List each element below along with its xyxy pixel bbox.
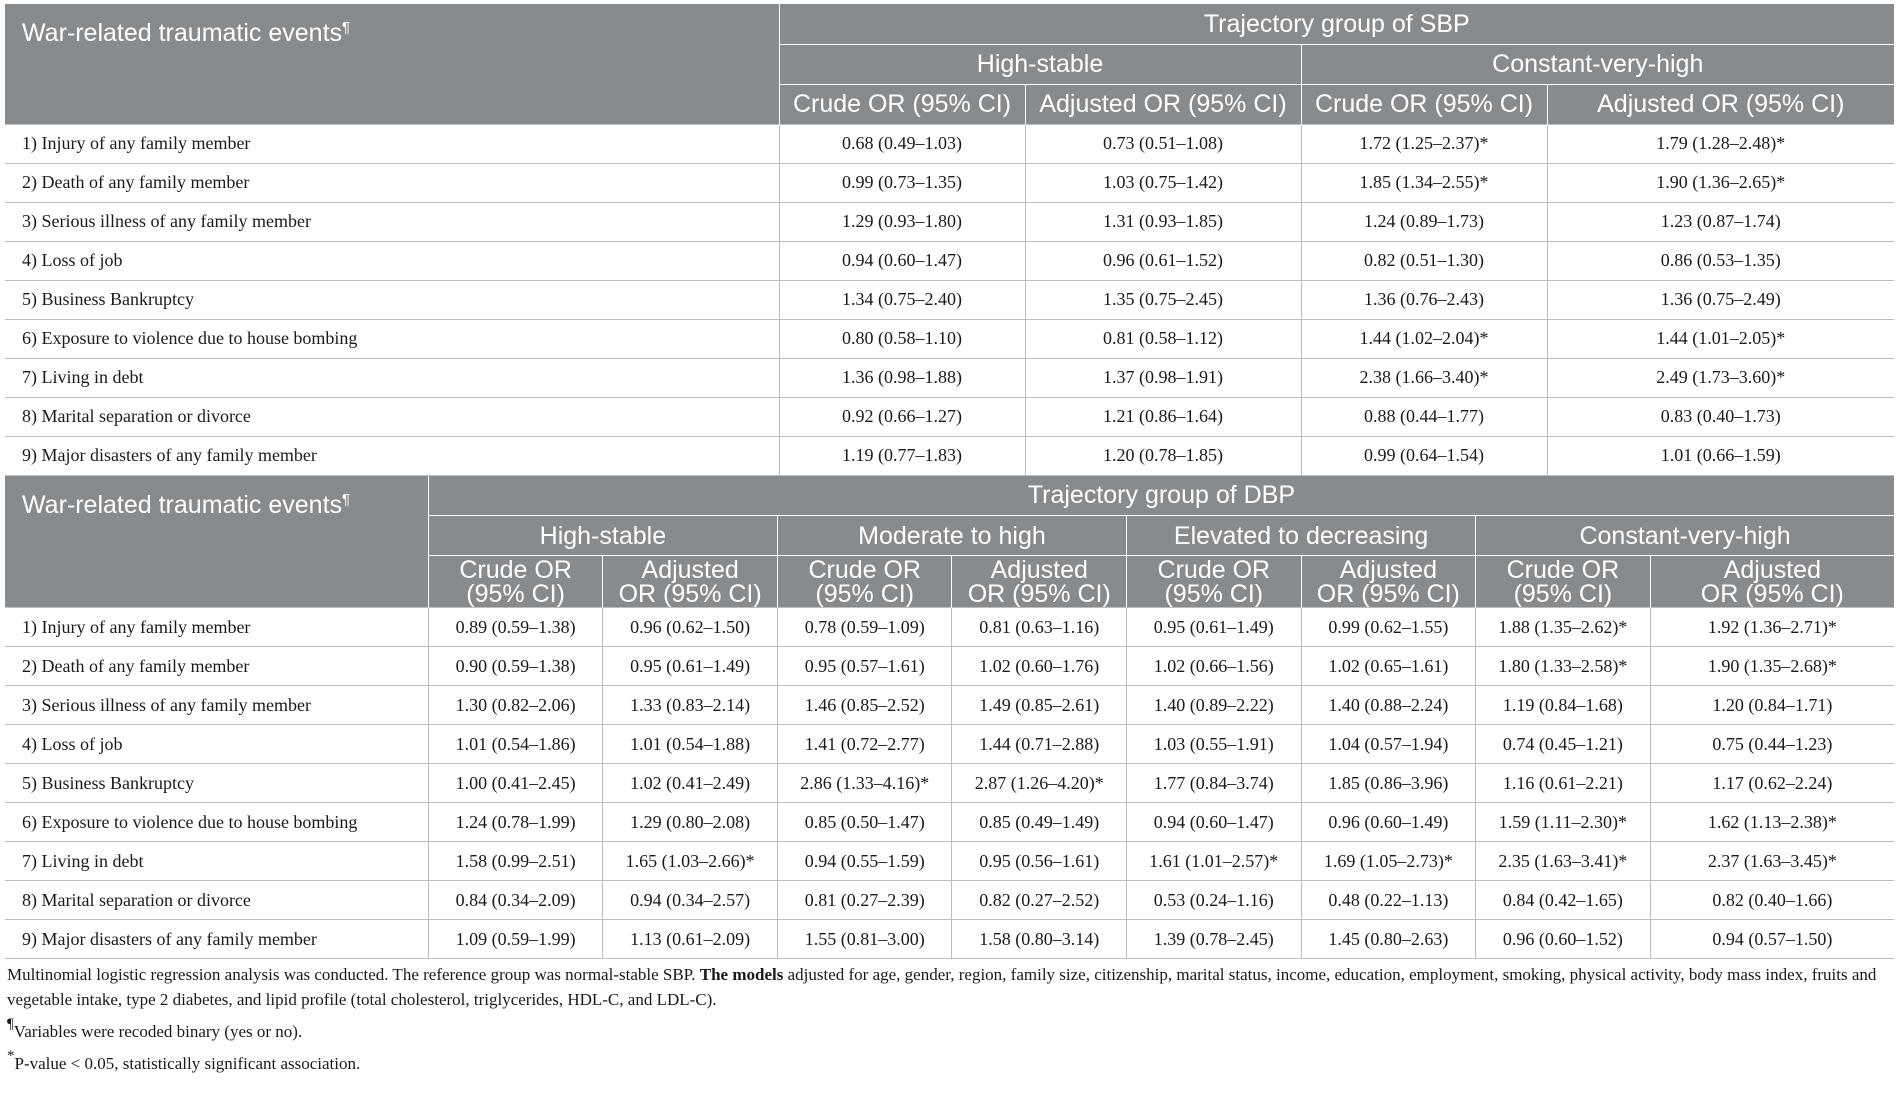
table-cell: 0.99 (0.62–1.55) — [1301, 608, 1476, 647]
table-cell: 1.19 (0.84–1.68) — [1476, 686, 1651, 725]
table-cell: 0.82 (0.27–2.52) — [952, 881, 1127, 920]
table-cell: 2.86 (1.33–4.16)* — [777, 764, 952, 803]
table-cell: 2.38 (1.66–3.40)* — [1301, 358, 1547, 397]
sbp-group-header: High-stable — [779, 44, 1301, 84]
table-cell: 1.58 (0.99–2.51) — [428, 842, 603, 881]
table-cell: 1.90 (1.35–2.68)* — [1650, 647, 1894, 686]
table-cell: 1.31 (0.93–1.85) — [1025, 202, 1301, 241]
table-row — [5, 397, 1894, 436]
table-row — [5, 202, 1894, 241]
row-label: 5) Business Bankruptcy — [5, 764, 428, 803]
table-cell: 1.20 (0.78–1.85) — [1025, 436, 1301, 475]
table-cell: 0.95 (0.61–1.49) — [1127, 608, 1302, 647]
table-cell: 0.96 (0.62–1.50) — [603, 608, 778, 647]
table-row — [5, 647, 1894, 686]
row-label: 6) Exposure to violence due to house bombing — [5, 319, 779, 358]
table-cell: 1.21 (0.86–1.64) — [1025, 397, 1301, 436]
table-cell: 1.24 (0.78–1.99) — [428, 803, 603, 842]
sbp-group-header: Constant-very-high — [1301, 44, 1894, 84]
table-cell: 1.24 (0.89–1.73) — [1301, 202, 1547, 241]
table-cell: 0.95 (0.56–1.61) — [952, 842, 1127, 881]
table-cell: 1.90 (1.36–2.65)* — [1547, 163, 1894, 202]
row-label: 8) Marital separation or divorce — [5, 397, 779, 436]
table-cell: 0.75 (0.44–1.23) — [1650, 725, 1894, 764]
table-cell: 1.01 (0.66–1.59) — [1547, 436, 1894, 475]
table-row — [5, 280, 1894, 319]
table-cell: 0.88 (0.44–1.77) — [1301, 397, 1547, 436]
table-cell: 1.34 (0.75–2.40) — [779, 280, 1025, 319]
table-cell: 1.61 (1.01–2.57)* — [1127, 842, 1302, 881]
row-label: 5) Business Bankruptcy — [5, 280, 779, 319]
dbp-column-header: Crude OR (95% CI) — [777, 556, 952, 608]
table-cell: 0.81 (0.63–1.16) — [952, 608, 1127, 647]
dbp-column-header: Adjusted OR (95% CI) — [1650, 556, 1894, 608]
table-cell: 1.03 (0.75–1.42) — [1025, 163, 1301, 202]
table-cell: 1.45 (0.80–2.63) — [1301, 920, 1476, 959]
table-cell: 0.82 (0.51–1.30) — [1301, 241, 1547, 280]
table-cell: 1.17 (0.62–2.24) — [1650, 764, 1894, 803]
table-cell: 1.49 (0.85–2.61) — [952, 686, 1127, 725]
row-label: 6) Exposure to violence due to house bombing — [5, 803, 428, 842]
table-cell: 1.85 (1.34–2.55)* — [1301, 163, 1547, 202]
table-cell: 1.58 (0.80–3.14) — [952, 920, 1127, 959]
sbp-column-header: Adjusted OR (95% CI) — [1025, 84, 1301, 124]
table-cell: 1.16 (0.61–2.21) — [1476, 764, 1651, 803]
table-row — [5, 124, 1894, 163]
table-cell: 0.53 (0.24–1.16) — [1127, 881, 1302, 920]
table-cell: 0.99 (0.64–1.54) — [1301, 436, 1547, 475]
table-cell: 1.44 (1.02–2.04)* — [1301, 319, 1547, 358]
table-cell: 1.01 (0.54–1.86) — [428, 725, 603, 764]
table-cell: 1.02 (0.60–1.76) — [952, 647, 1127, 686]
table-cell: 0.92 (0.66–1.27) — [779, 397, 1025, 436]
table-row — [5, 686, 1894, 725]
dbp-table-body — [5, 608, 1894, 959]
row-label: 1) Injury of any family member — [5, 608, 428, 647]
table-cell: 1.29 (0.93–1.80) — [779, 202, 1025, 241]
dbp-trajectory-header: Trajectory group of DBP — [428, 476, 1894, 516]
table-cell: 0.90 (0.59–1.38) — [428, 647, 603, 686]
table-cell: 1.20 (0.84–1.71) — [1650, 686, 1894, 725]
table-row — [5, 608, 1894, 647]
row-label: 7) Living in debt — [5, 842, 428, 881]
table-cell: 1.19 (0.77–1.83) — [779, 436, 1025, 475]
table-cell: 1.37 (0.98–1.91) — [1025, 358, 1301, 397]
row-label: 8) Marital separation or divorce — [5, 881, 428, 920]
table-cell: 2.49 (1.73–3.60)* — [1547, 358, 1894, 397]
dbp-group-header: Elevated to decreasing — [1127, 516, 1476, 556]
row-label: 4) Loss of job — [5, 725, 428, 764]
dbp-group-header: Constant-very-high — [1476, 516, 1894, 556]
table-cell: 1.02 (0.65–1.61) — [1301, 647, 1476, 686]
dbp-group-header: High-stable — [428, 516, 777, 556]
table-cell: 0.96 (0.60–1.52) — [1476, 920, 1651, 959]
table-cell: 1.46 (0.85–2.52) — [777, 686, 952, 725]
table-row — [5, 881, 1894, 920]
table-cell: 0.83 (0.40–1.73) — [1547, 397, 1894, 436]
table-row — [5, 358, 1894, 397]
row-label: 3) Serious illness of any family member — [5, 202, 779, 241]
table-cell: 0.94 (0.55–1.59) — [777, 842, 952, 881]
dbp-column-header: Adjusted OR (95% CI) — [603, 556, 778, 608]
table-cell: 0.95 (0.57–1.61) — [777, 647, 952, 686]
table-cell: 0.82 (0.40–1.66) — [1650, 881, 1894, 920]
table-cell: 0.81 (0.27–2.39) — [777, 881, 952, 920]
table-cell: 0.73 (0.51–1.08) — [1025, 124, 1301, 163]
table-cell: 1.55 (0.81–3.00) — [777, 920, 952, 959]
dbp-table — [5, 476, 1894, 960]
table-cell: 0.94 (0.60–1.47) — [779, 241, 1025, 280]
table-cell: 1.03 (0.55–1.91) — [1127, 725, 1302, 764]
table-cell: 1.36 (0.75–2.49) — [1547, 280, 1894, 319]
table-cell: 0.86 (0.53–1.35) — [1547, 241, 1894, 280]
table-row — [5, 725, 1894, 764]
table-cell: 1.79 (1.28–2.48)* — [1547, 124, 1894, 163]
dbp-row-label-header: War-related traumatic events¶ — [5, 476, 428, 608]
dbp-group-header: Moderate to high — [777, 516, 1126, 556]
table-cell: 0.84 (0.34–2.09) — [428, 881, 603, 920]
dbp-column-header: Crude OR (95% CI) — [1476, 556, 1651, 608]
sbp-row-label-header: War-related traumatic events¶ — [5, 4, 779, 124]
table-cell: 0.81 (0.58–1.12) — [1025, 319, 1301, 358]
row-label: 4) Loss of job — [5, 241, 779, 280]
table-cell: 0.78 (0.59–1.09) — [777, 608, 952, 647]
table-cell: 0.99 (0.73–1.35) — [779, 163, 1025, 202]
table-cell: 1.40 (0.88–2.24) — [1301, 686, 1476, 725]
table-cell: 0.84 (0.42–1.65) — [1476, 881, 1651, 920]
table-cell: 1.59 (1.11–2.30)* — [1476, 803, 1651, 842]
row-label: 9) Major disasters of any family member — [5, 920, 428, 959]
table-cell: 1.09 (0.59–1.99) — [428, 920, 603, 959]
row-label: 9) Major disasters of any family member — [5, 436, 779, 475]
table-cell: 1.01 (0.54–1.88) — [603, 725, 778, 764]
row-label: 7) Living in debt — [5, 358, 779, 397]
table-cell: 1.62 (1.13–2.38)* — [1650, 803, 1894, 842]
table-footnotes — [5, 962, 1887, 1076]
table-row — [5, 764, 1894, 803]
table-cell: 0.95 (0.61–1.49) — [603, 647, 778, 686]
table-cell: 2.35 (1.63–3.41)* — [1476, 842, 1651, 881]
sbp-table — [5, 4, 1894, 476]
table-cell: 1.77 (0.84–3.74) — [1127, 764, 1302, 803]
table-cell: 0.89 (0.59–1.38) — [428, 608, 603, 647]
table-cell: 2.37 (1.63–3.45)* — [1650, 842, 1894, 881]
table-cell: 2.87 (1.26–4.20)* — [952, 764, 1127, 803]
table-cell: 0.96 (0.60–1.49) — [1301, 803, 1476, 842]
table-cell: 1.23 (0.87–1.74) — [1547, 202, 1894, 241]
table-cell: 1.92 (1.36–2.71)* — [1650, 608, 1894, 647]
table-cell: 1.33 (0.83–2.14) — [603, 686, 778, 725]
dbp-column-header: Adjusted OR (95% CI) — [1301, 556, 1476, 608]
table-cell: 0.74 (0.45–1.21) — [1476, 725, 1651, 764]
sbp-column-header: Crude OR (95% CI) — [779, 84, 1025, 124]
sbp-column-header: Crude OR (95% CI) — [1301, 84, 1547, 124]
table-cell: 1.39 (0.78–2.45) — [1127, 920, 1302, 959]
table-cell: 0.94 (0.34–2.57) — [603, 881, 778, 920]
table-cell: 0.96 (0.61–1.52) — [1025, 241, 1301, 280]
sbp-table-body — [5, 124, 1894, 475]
footnote-methods: Multinomial logistic regression analysis was conducted. The reference group was normal-stable SBP. The models adjusted for age, gender, region, family size, citizenship, marital status, income, education, employment, smoking, physical activity, body mass index, fruits and vegetable intake, type 2 diabetes, and lipid profile (total cholesterol, triglycerides, HDL-C, and LDL-C). — [7, 965, 1877, 1009]
dbp-column-header: Crude OR (95% CI) — [1127, 556, 1302, 608]
table-cell: 1.41 (0.72–2.77) — [777, 725, 952, 764]
table-cell: 1.02 (0.41–2.49) — [603, 764, 778, 803]
table-cell: 0.85 (0.50–1.47) — [777, 803, 952, 842]
table-row — [5, 436, 1894, 475]
sbp-column-header: Adjusted OR (95% CI) — [1547, 84, 1894, 124]
table-cell: 1.80 (1.33–2.58)* — [1476, 647, 1651, 686]
table-cell: 1.85 (0.86–3.96) — [1301, 764, 1476, 803]
table-cell: 0.80 (0.58–1.10) — [779, 319, 1025, 358]
table-cell: 0.94 (0.60–1.47) — [1127, 803, 1302, 842]
dbp-column-header: Crude OR (95% CI) — [428, 556, 603, 608]
table-cell: 1.13 (0.61–2.09) — [603, 920, 778, 959]
table-page — [5, 4, 1894, 1076]
table-row — [5, 241, 1894, 280]
table-row — [5, 803, 1894, 842]
table-cell: 0.94 (0.57–1.50) — [1650, 920, 1894, 959]
table-cell: 1.72 (1.25–2.37)* — [1301, 124, 1547, 163]
table-cell: 1.30 (0.82–2.06) — [428, 686, 603, 725]
table-cell: 1.04 (0.57–1.94) — [1301, 725, 1476, 764]
table-cell: 1.88 (1.35–2.62)* — [1476, 608, 1651, 647]
table-cell: 1.44 (1.01–2.05)* — [1547, 319, 1894, 358]
table-cell: 0.68 (0.49–1.03) — [779, 124, 1025, 163]
table-cell: 1.35 (0.75–2.45) — [1025, 280, 1301, 319]
row-label: 1) Injury of any family member — [5, 124, 779, 163]
table-cell: 1.36 (0.76–2.43) — [1301, 280, 1547, 319]
row-label: 2) Death of any family member — [5, 163, 779, 202]
table-row — [5, 920, 1894, 959]
table-cell: 0.48 (0.22–1.13) — [1301, 881, 1476, 920]
table-cell: 1.65 (1.03–2.66)* — [603, 842, 778, 881]
table-row — [5, 842, 1894, 881]
table-cell: 1.36 (0.98–1.88) — [779, 358, 1025, 397]
table-cell: 1.44 (0.71–2.88) — [952, 725, 1127, 764]
row-label: 3) Serious illness of any family member — [5, 686, 428, 725]
table-row — [5, 163, 1894, 202]
table-cell: 1.29 (0.80–2.08) — [603, 803, 778, 842]
row-label: 2) Death of any family member — [5, 647, 428, 686]
table-cell: 1.69 (1.05–2.73)* — [1301, 842, 1476, 881]
table-row — [5, 319, 1894, 358]
footnote-significance: *P-value < 0.05, statistically significant association. — [7, 1048, 361, 1073]
table-cell: 0.85 (0.49–1.49) — [952, 803, 1127, 842]
dbp-column-header: Adjusted OR (95% CI) — [952, 556, 1127, 608]
table-cell: 1.40 (0.89–2.22) — [1127, 686, 1302, 725]
table-cell: 1.00 (0.41–2.45) — [428, 764, 603, 803]
table-cell: 1.02 (0.66–1.56) — [1127, 647, 1302, 686]
footnote-binary: ¶Variables were recoded binary (yes or no). — [7, 1016, 303, 1041]
sbp-trajectory-header: Trajectory group of SBP — [779, 4, 1894, 44]
